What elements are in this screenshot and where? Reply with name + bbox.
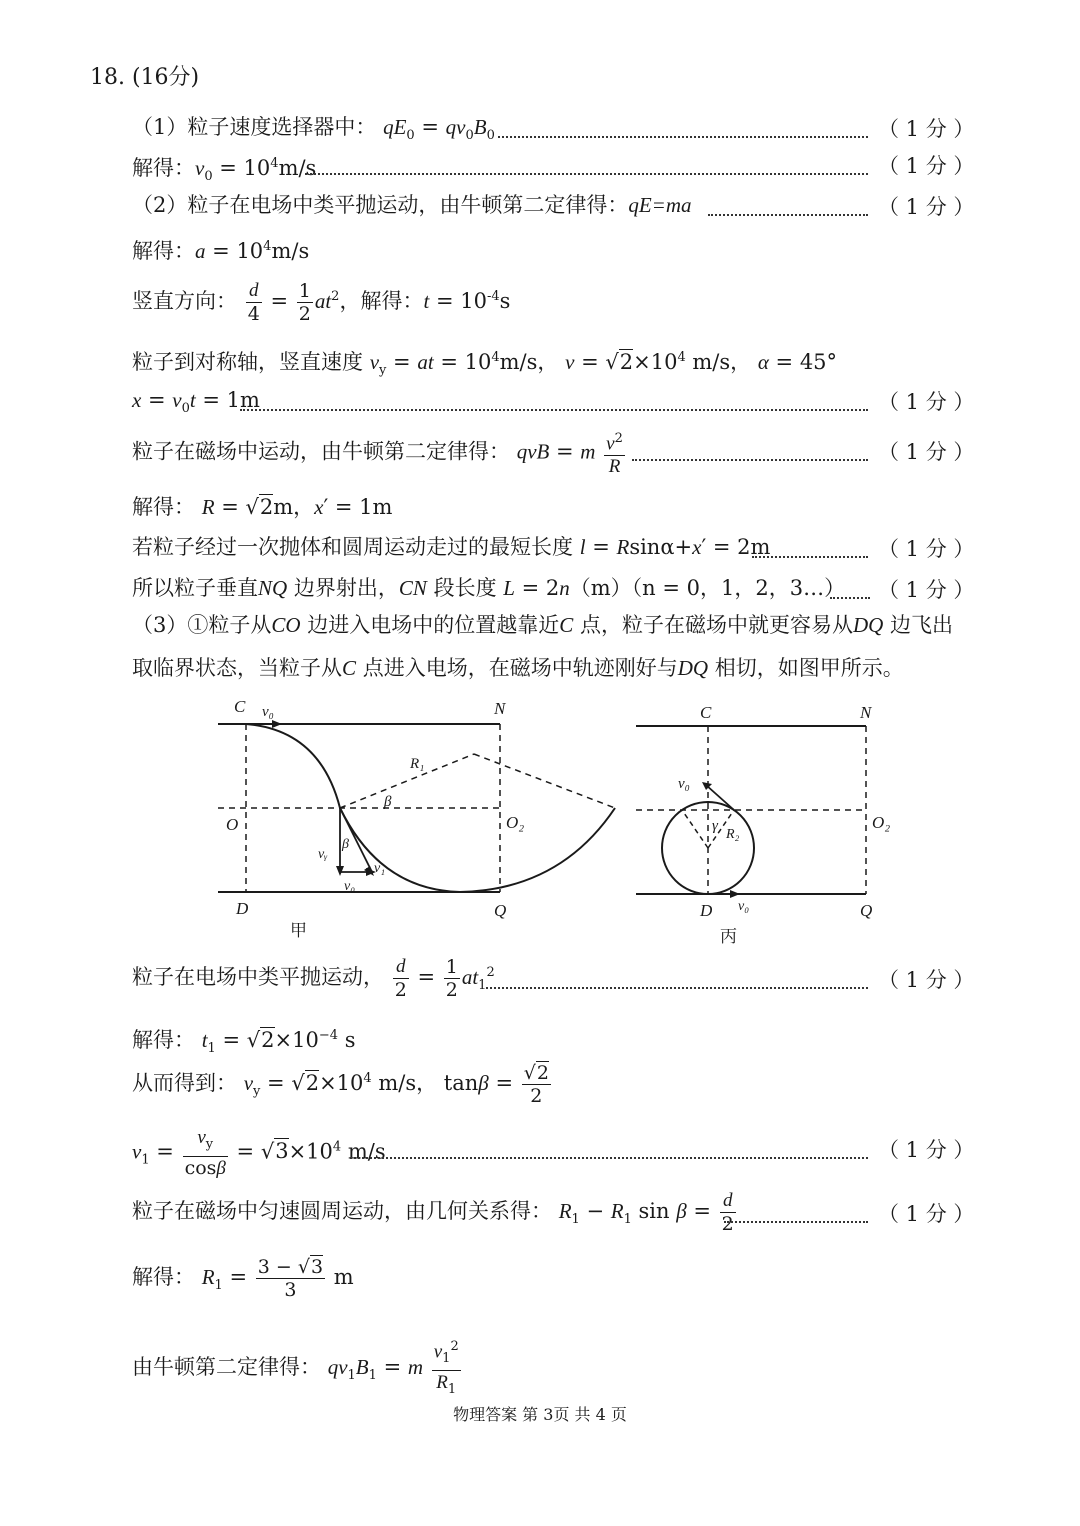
line-5: 竖直方向： $\frac{d}{4}$ = $\frac{1}{2}$ $at^2$，解得：$t = 10^{-4}s$: [132, 280, 511, 325]
line-3: （2）粒子在电场中类平抛运动，由牛顿第二定律得：qE=ma: [132, 193, 692, 217]
line-20: 由牛顿第二定律得： $qv_1B_1 = m$ $\frac{v_1^2}{R_1}$: [132, 1336, 463, 1401]
line-19: 解得： $R_1$ = $\frac{3 - √3}{3}$ m: [132, 1256, 354, 1301]
score-18: （ 1 分 ）: [878, 1202, 975, 1226]
line-10: 若粒子经过一次抛体和圆周运动走过的最短长度 l = Rsinα+x′ = 2m: [132, 535, 771, 559]
score-11: （ 1 分 ）: [878, 578, 975, 602]
diagram-jia: [218, 724, 615, 892]
score-3: （ 1 分 ）: [878, 195, 975, 219]
dot-leader: [498, 134, 868, 138]
label-v1: v₁: [374, 861, 386, 876]
line-17: $v_1$ = $\frac{v_y}{\cos\beta}$ = $√3\times 10^4$ m/s: [132, 1127, 386, 1179]
label-v0: v₀: [262, 704, 274, 720]
label-O: O: [226, 815, 239, 834]
line-4: 解得：$a = 10^4m/s$: [132, 239, 310, 263]
diagram-jia-bing: [0, 690, 1080, 950]
score-2: （ 1 分 ）: [878, 154, 975, 178]
label-Q: Q: [494, 901, 507, 920]
dot-leader: [305, 171, 868, 175]
line-2: 解得：$v_0 = 10^4m/s$: [132, 156, 317, 185]
line-9: 解得： R = √2m，x′ = 1m: [132, 495, 393, 519]
dot-leader: [632, 457, 868, 461]
label-v0-bottom: v₀: [344, 879, 356, 894]
line-8: 粒子在磁场中运动，由牛顿第二定律得： qvB = m $\frac{v^2}{R}$: [132, 428, 627, 478]
score-14: （ 1 分 ）: [878, 968, 975, 992]
question-header: 18. (16分): [90, 65, 200, 90]
score-8: （ 1 分 ）: [878, 440, 975, 464]
bing-label-v0: v₀: [678, 776, 690, 792]
score-10: （ 1 分 ）: [878, 537, 975, 561]
line-18: 粒子在磁场中匀速圆周运动，由几何关系得： $R_1 - R_1$ sin β = $\frac{d}{2}$: [132, 1190, 734, 1235]
label-vy: vᵧ: [318, 847, 328, 862]
dot-leader: [240, 407, 868, 411]
label-O2: O₂: [506, 813, 525, 832]
label-R1: R₁: [410, 756, 425, 772]
label-D: D: [236, 899, 249, 918]
dot-leader: [724, 1219, 868, 1223]
line-13: 取临界状态，当粒子从C 点进入电场，在磁场中轨迹刚好与DQ 相切，如图甲所示。: [132, 656, 904, 680]
dot-leader: [486, 985, 868, 989]
line-6: 粒子到对称轴，竖直速度 $v_y$ = at = $10^4m/s$， $v = √2\times 10^4$ m/s， α = 45°: [132, 350, 838, 379]
page-footer: 物理答案 第 3页 共 4 页: [453, 1405, 627, 1424]
label-C: C: [234, 697, 246, 716]
bing-label-R2: R₂: [726, 827, 740, 842]
line-12: （3）①粒子从CO 边进入电场中的位置越靠近C 点，粒子在磁场中就更容易从DQ 边飞出: [132, 613, 953, 637]
bing-label-D: D: [700, 901, 713, 920]
line-14: 粒子在电场中类平抛运动， $\frac{d}{2}$ = $\frac{1}{2}$ $at_1^2$: [132, 956, 495, 1001]
line-15: 解得： $t_1 = √2\times 10^{-4}$ s: [132, 1028, 356, 1057]
label-N: N: [494, 699, 506, 718]
bing-label-N: N: [860, 703, 872, 722]
diagram-bing: [636, 726, 866, 894]
line-7: $x = v_0t = 1m$: [132, 388, 260, 417]
bing-label-O2: O₂: [872, 813, 891, 832]
bing-label-Q: Q: [860, 901, 873, 920]
dot-leader: [350, 1155, 868, 1159]
caption-jia: 甲: [290, 921, 307, 940]
bing-label-v0-bottom: v₀: [738, 899, 750, 914]
bing-label-gamma: γ: [712, 818, 718, 834]
bing-label-C: C: [700, 703, 712, 722]
dot-leader: [752, 554, 868, 558]
label-beta: β: [384, 794, 392, 810]
caption-bing: 丙: [720, 927, 737, 946]
dot-leader: [708, 212, 868, 216]
line-11: 所以粒子垂直NQ 边界射出，CN 段长度 L = 2n（m）（n = 0，1，2，3…）: [132, 576, 846, 600]
line-16: 从而得到： $v_y = √2\times 10^4$ m/s， tanβ = $\frac{√2}{2}$: [132, 1062, 549, 1107]
label-beta-2: β: [342, 837, 349, 852]
line-1: （1）粒子速度选择器中： $qE_0 = qv_0B_0$: [132, 115, 495, 144]
score-7: （ 1 分 ）: [878, 390, 975, 414]
score-17: （ 1 分 ）: [878, 1138, 975, 1162]
dot-leader: [830, 595, 870, 599]
score-1: （ 1 分 ）: [878, 117, 975, 141]
